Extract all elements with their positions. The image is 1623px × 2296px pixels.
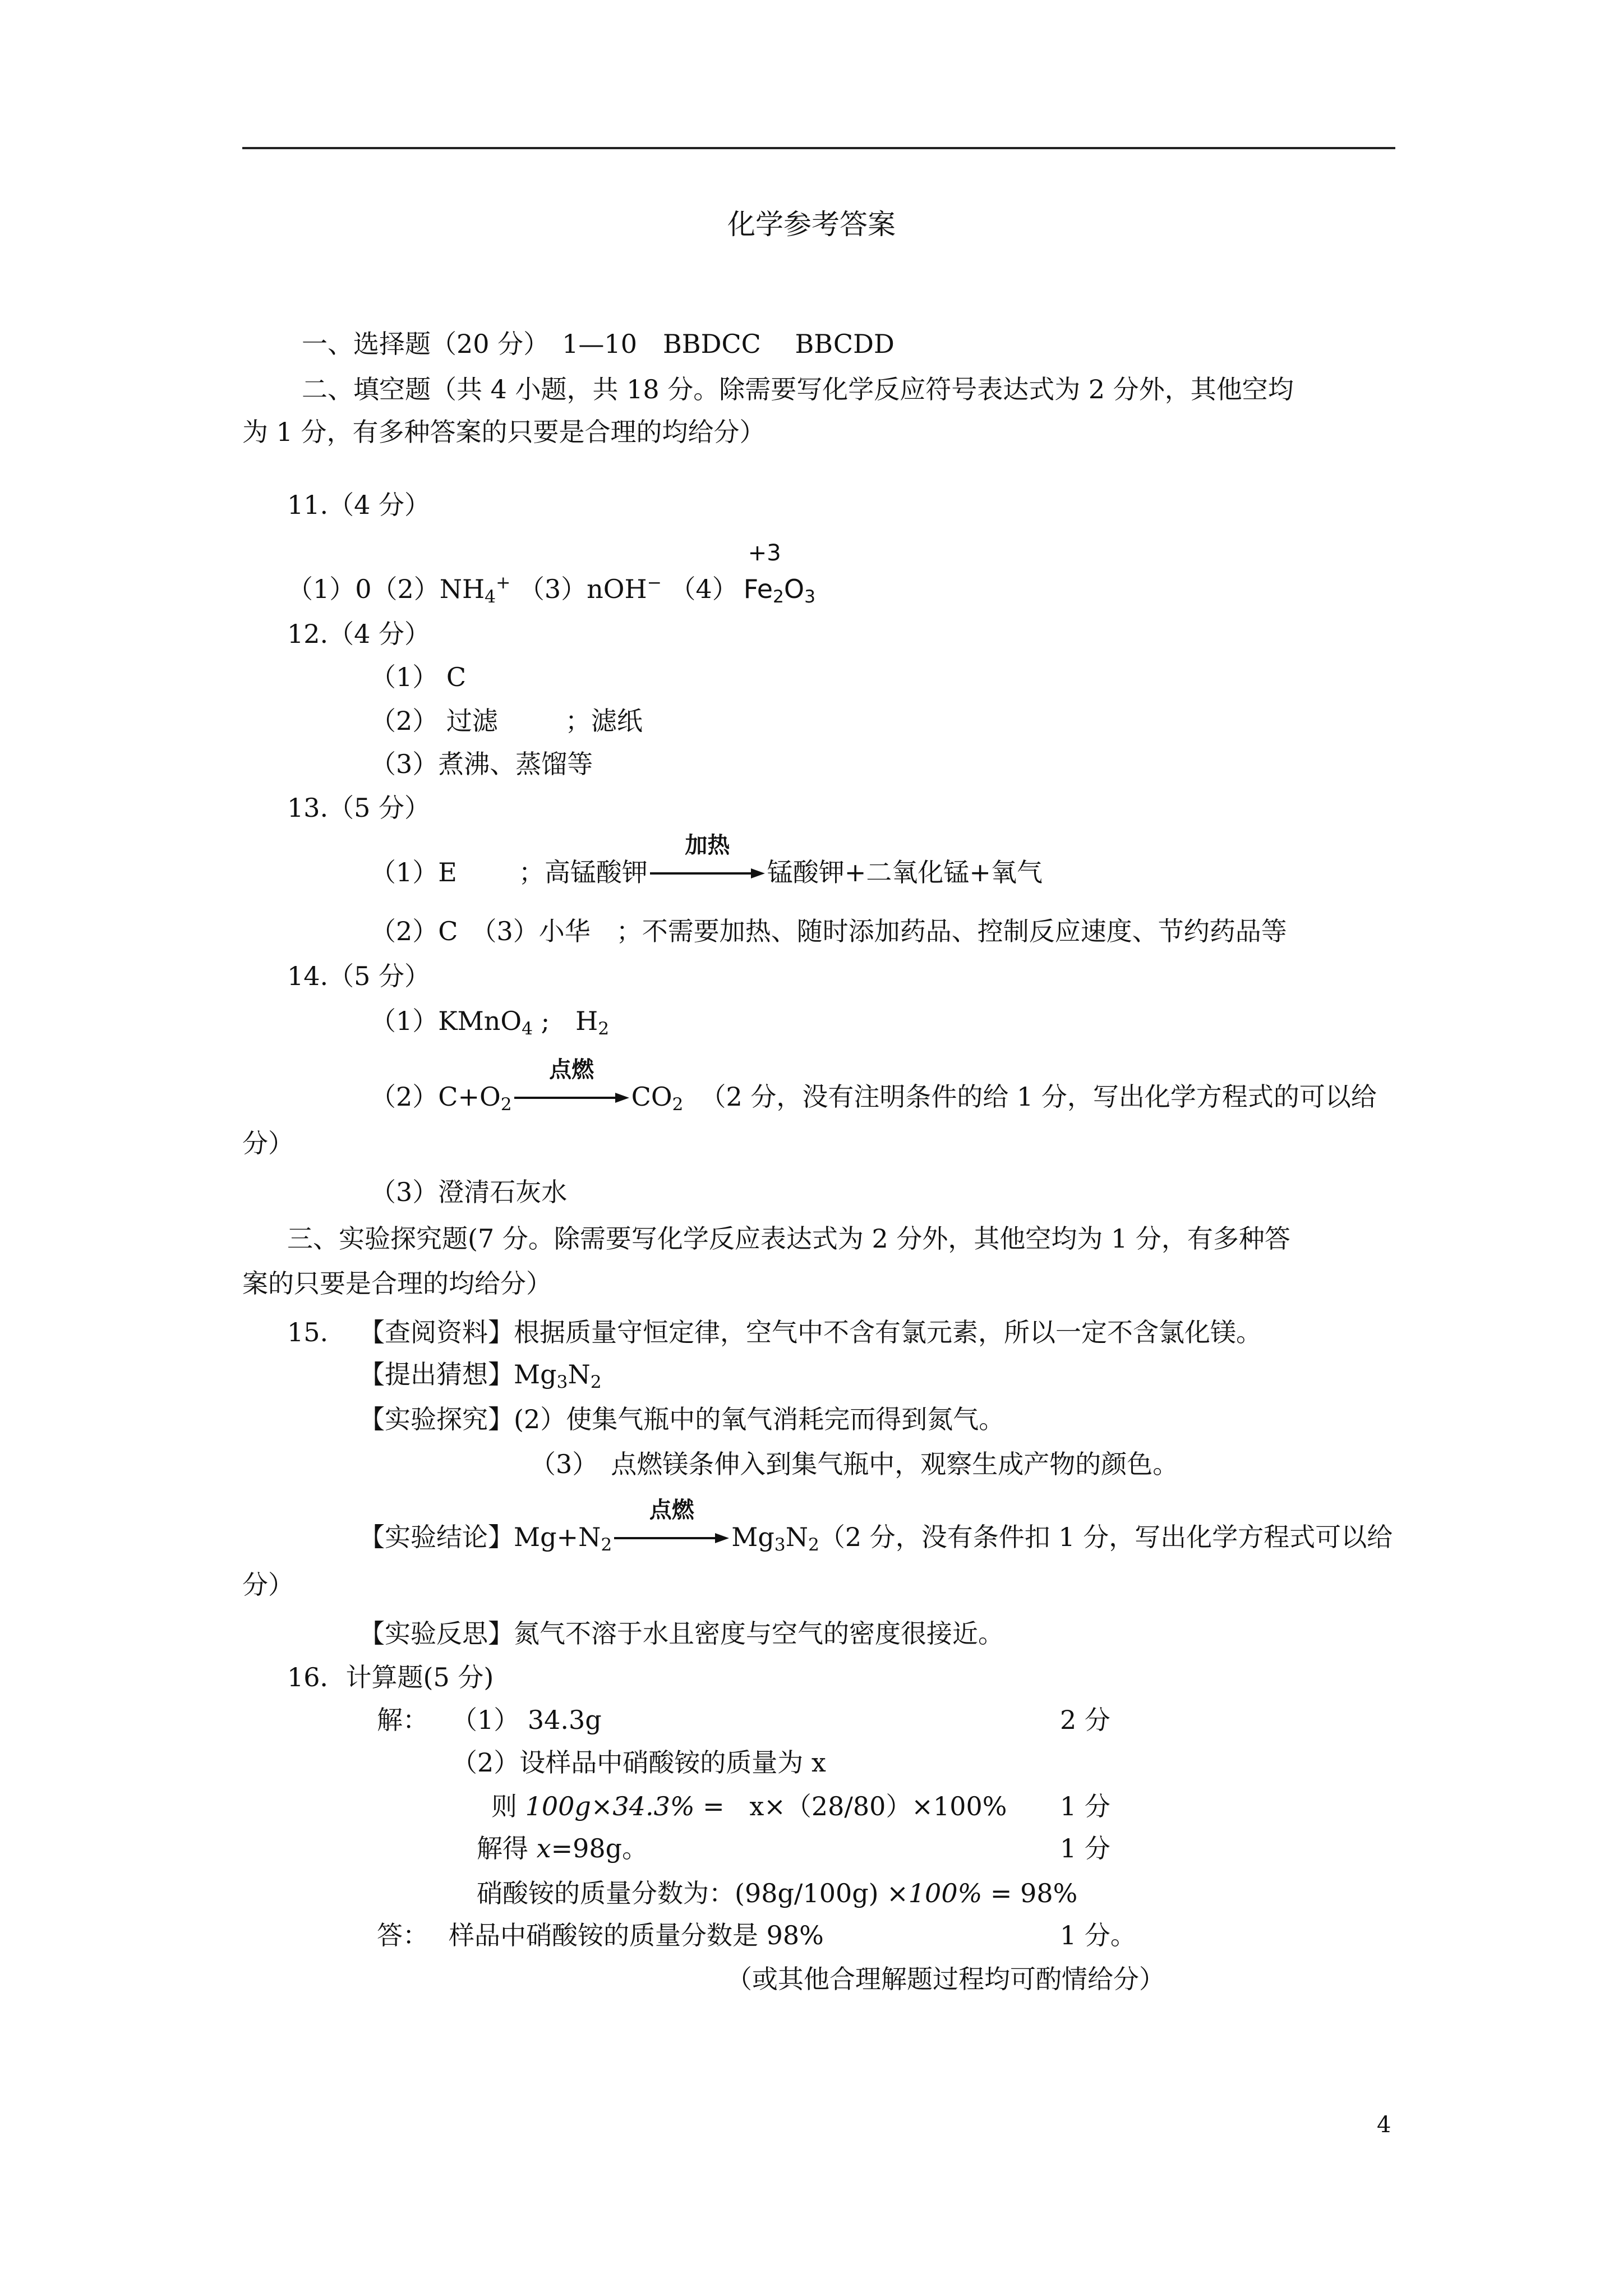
q13-answer1-part1: （1）E	[370, 857, 457, 887]
q16-step3-score: 1 分	[1060, 1791, 1110, 1821]
q12-answer2	[370, 704, 643, 738]
q16-step5	[477, 1876, 1077, 1910]
q15-line5-part4: （2 分，没有条件扣 1 分，写出化学方程式可以给	[819, 1522, 1393, 1552]
q14-answer3: （3）澄清石灰水	[370, 1177, 568, 1207]
q16-step4-var: x	[536, 1833, 551, 1864]
q14-answer1-part1: （1）KMnO	[370, 1006, 522, 1036]
q16-step5-part2: ×100%	[887, 1878, 983, 1908]
reaction-arrow	[514, 1057, 629, 1114]
q16-step4	[477, 1832, 648, 1865]
q14-answer2	[370, 1057, 1377, 1115]
q16-step1-score: 2 分	[1060, 1705, 1110, 1735]
section2-heading-line1: 二、填空题（共 4 小题，共 18 分。除需要写化学反应符号表达式为 2 分外，其他空均	[302, 374, 1294, 404]
q15-line5	[359, 1497, 1393, 1555]
q16-note: （或其他合理解题过程均可酌情给分）	[726, 1964, 1165, 1994]
q16-heading: 16．计算题(5 分)	[287, 1662, 494, 1692]
q16-step1: （1） 34.3g	[451, 1705, 602, 1735]
q15-line1: 【查阅资料】根据质量守恒定律，空气中不含有氯元素，所以一定不含氯化镁。	[359, 1317, 1262, 1347]
q15-line3: 【实验探究】(2）使集气瓶中的氧气消耗完而得到氮气。	[359, 1404, 1005, 1434]
reaction-condition: 点燃	[649, 1497, 694, 1523]
q14-sub3: 2	[500, 1094, 512, 1115]
q15-sub4: 3	[774, 1534, 786, 1555]
q14-heading: 14.（5 分）	[287, 961, 431, 991]
q16-step5-part1: 硝酸铵的质量分数为：(98g/100g)	[477, 1878, 887, 1908]
q14-answer1	[370, 1004, 609, 1038]
q16-step4-part2: =98g。	[551, 1833, 648, 1864]
q16-jie: 解：	[377, 1705, 428, 1735]
q15-line2	[359, 1358, 602, 1391]
q13-answer2: （2）C （3）小华 ；不需要加热、随时添加药品、控制反应速度、节约药品等	[370, 916, 1287, 946]
q12-answer1: （1） C	[370, 662, 467, 692]
q15-line5-part2: Mg	[731, 1522, 774, 1552]
q15-number: 15.	[287, 1317, 329, 1347]
q12-heading: 12.（4 分）	[287, 619, 431, 649]
page-title: 化学参考答案	[727, 208, 896, 241]
q15-sub3: 2	[601, 1534, 612, 1555]
q16-step4-score: 1 分	[1060, 1833, 1110, 1864]
fe-sub: 2	[773, 586, 784, 607]
q16-step2: （2）设样品中硝酸铵的质量为 x	[451, 1747, 826, 1778]
q14-sub: 4	[522, 1018, 533, 1039]
header-rule	[242, 147, 1395, 149]
q11-answer-part1: （1）0（2）NH	[287, 574, 485, 604]
q14-sub4: 2	[672, 1094, 684, 1115]
fe2o3-formula	[743, 540, 816, 607]
q16-step3-part2: 100g×34.3% =	[525, 1791, 733, 1821]
q16-answer-score: 1 分。	[1060, 1920, 1136, 1950]
q14-answer2-part2: CO	[631, 1082, 672, 1112]
q11-sub: 4	[485, 586, 496, 607]
q11-sup: +	[496, 572, 511, 593]
reaction-condition: 点燃	[549, 1057, 594, 1083]
q13-answer1	[370, 832, 1043, 889]
q14-answer1-part2: ; H	[532, 1006, 598, 1036]
q15-line5-part3: N	[785, 1522, 808, 1552]
q11-sup-minus: −	[647, 572, 662, 593]
q16-answer: 样品中硝酸铵的质量分数是 98%	[449, 1920, 824, 1950]
q11-answer-part4: （4）	[670, 574, 738, 604]
q12-answer3: （3）煮沸、蒸馏等	[370, 749, 593, 779]
q15-sub2: 2	[590, 1372, 602, 1392]
q15-sub: 3	[556, 1372, 568, 1392]
q14-sub2: 2	[598, 1018, 610, 1039]
q12-answer2-part1: （2） 过滤	[370, 706, 498, 736]
section2-heading-line2: 为 1 分，有多种答案的只要是合理的均给分）	[242, 417, 766, 447]
reaction-condition: 加热	[685, 832, 730, 858]
reaction-arrow	[650, 832, 765, 889]
q13-heading: 13.（5 分）	[287, 793, 431, 823]
o-sub: 3	[804, 586, 816, 607]
q16-da: 答：	[377, 1920, 428, 1950]
q14-answer2-cont: 分）	[242, 1128, 294, 1158]
q16-step3-part1: 则	[491, 1791, 525, 1821]
q11-heading: 11.（4 分）	[287, 490, 431, 520]
q15-line5-cont: 分）	[242, 1570, 294, 1600]
o-symbol: O	[783, 574, 805, 604]
q14-answer2-part1: （2）C+O	[370, 1082, 501, 1112]
section1-choice: 一、选择题（20 分） 1—10 BBDCC BBCDD	[302, 329, 895, 359]
section3-heading-line2: 案的只要是合理的均给分）	[242, 1268, 552, 1299]
q14-answer2-part3: （2 分，没有注明条件的给 1 分，写出化学方程式的可以给	[700, 1082, 1377, 1112]
q11-answer-part2: （3）nOH	[518, 574, 647, 604]
section3-heading-line1: 三、实验探究题(7 分。除需要写化学反应表达式为 2 分外，其他空均为 1 分，有多种答	[287, 1223, 1290, 1254]
q15-sub5: 2	[808, 1534, 819, 1555]
reaction-arrow	[614, 1497, 729, 1554]
q15-line2-part2: N	[568, 1359, 591, 1389]
q16-step4-part1: 解得	[477, 1833, 537, 1864]
q16-step3	[491, 1789, 1007, 1823]
q13-answer1-part3: 锰酸钾+二氧化锰+氧气	[767, 857, 1043, 887]
q16-step5-part3: = 98%	[982, 1878, 1078, 1908]
q15-line5-part1: 【实验结论】Mg+N	[359, 1522, 601, 1552]
page-number: 4	[1377, 2112, 1391, 2138]
q15-line4: （3） 点燃镁条伸入到集气瓶中，观察生成产物的颜色。	[530, 1449, 1179, 1479]
q11-answer	[287, 540, 816, 607]
q13-answer1-part2: ；高锰酸钾	[518, 857, 648, 887]
q12-answer2-part2: ；滤纸	[565, 706, 643, 736]
q15-line2-part1: 【提出猜想】Mg	[359, 1359, 557, 1389]
fe-valence: +3	[748, 540, 781, 566]
fe-symbol: Fe	[743, 574, 773, 604]
q16-step3-part3: x×（28/80）×100%	[749, 1791, 1007, 1821]
q15-line7: 【实验反思】氮气不溶于水且密度与空气的密度很接近。	[359, 1618, 1004, 1649]
